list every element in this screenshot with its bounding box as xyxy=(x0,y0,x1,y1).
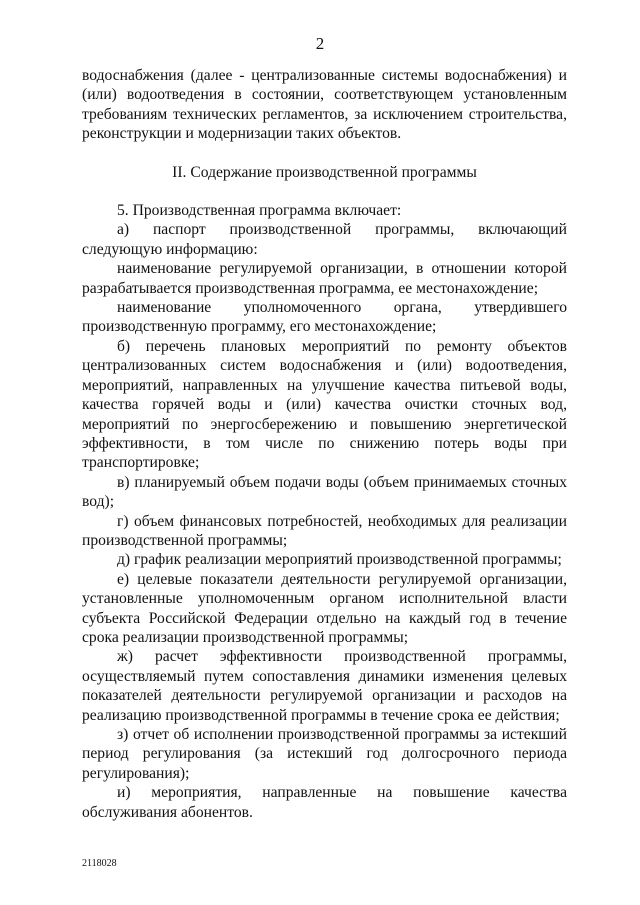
item-b: б) перечень плановых мероприятий по ремонту объектов централизованных систем водоснабжения и (или) водоотведения, мероприятий, направленных на улучшение качества питьевой воды, качества горячей воды и (или) качества очистки сточных вод, мероприятий по энергосбережению и повышению энергетической эффективности, в том числе по снижению потерь воды при транспортировке; xyxy=(82,337,567,472)
item-g: г) объем финансовых потребностей, необходимых для реализации производственной программы; xyxy=(82,512,567,549)
item-d: д) график реализации мероприятий производственной программы; xyxy=(117,551,562,569)
item-i: и) мероприятия, направленные на повышение качества обслуживания абонентов. xyxy=(82,784,567,821)
document-body xyxy=(82,66,567,822)
item-a: а) паспорт производственной программы, включающий следующую информацию: xyxy=(82,221,567,258)
page-number: 2 xyxy=(315,34,325,53)
item-v: в) планируемый объем подачи воды (объем принимаемых сточных вод); xyxy=(82,473,567,511)
item-z: з) отчет об исполнении производственной программы за истекший период регулирования (за истекший год долгосрочного периода регулирования); xyxy=(82,726,567,782)
item-a-authority-name: наименование уполномоченного органа, утвердившего производственную программу, его местонахождение; xyxy=(82,299,567,336)
paragraph-continuation: водоснабжения (далее - централизованные системы водоснабжения) и (или) водоотведения в состоянии, соответствующем установленным требованиям технических регламентов, за исключением строительства, реконструкции и модернизации таких объектов. xyxy=(82,67,567,143)
item-a-org-name: наименование регулируемой организации, в отношении которой разрабатывается производственная программа, ее местонахождение; xyxy=(82,260,567,297)
item-zh: ж) расчет эффективности производственной программы, осуществляемый путем сопоставления динамики изменения целевых показателей деятельности регулируемой организации и расходов на реализацию производственной программы в течение срока ее действия; xyxy=(82,648,567,724)
section-heading: II. Содержание производственной программы xyxy=(172,163,477,181)
item-e: е) целевые показатели деятельности регулируемой организации, установленные уполномоченным органом исполнительной власти субъекта Российской Федерации отдельно на каждый год в течение срока реализации производственной программы; xyxy=(82,570,567,646)
item-5-intro: 5. Производственная программа включает: xyxy=(117,202,402,220)
document-code: 2118028 xyxy=(82,858,117,869)
